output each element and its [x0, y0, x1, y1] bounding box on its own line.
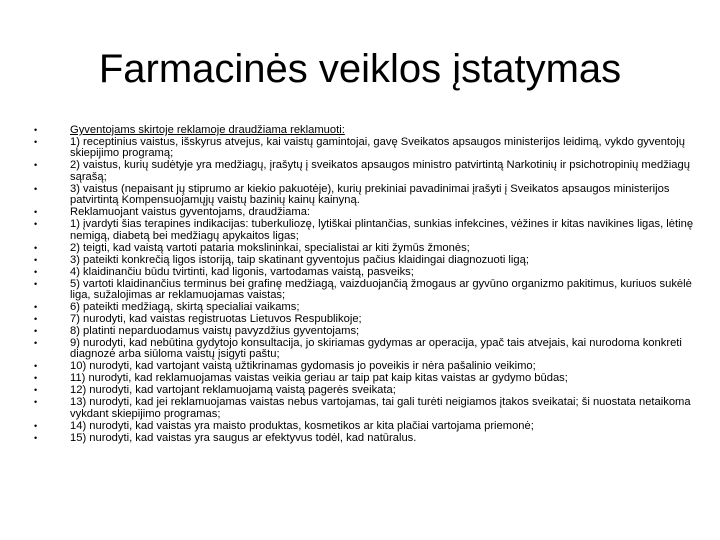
bullet-icon: • [34, 385, 38, 396]
bullet-icon: • [34, 326, 38, 337]
list-item-text: 8) platinti neparduodamus vaistų pavyzdžius gyventojams; [70, 325, 360, 338]
list-item-text: 6) pateikti medžiagą, skirtą specialiai vaikams; [70, 301, 300, 314]
list-item-text: 9) nurodyti, kad nebūtina gydytojo konsultacija, jo skiriamas gydymas ar operacija, ypač tais atvejais, kai nurodoma konkreti diagnozė arba siūloma vaistų įsigyti paštu; [70, 337, 682, 361]
list-item [34, 361, 694, 372]
list-item-text: 4) klaidinančiu būdu tvirtinti, kad ligonis, vartodamas vaistą, pasveiks; [70, 265, 414, 278]
bullet-icon: • [34, 397, 38, 408]
bullet-icon: • [34, 314, 38, 325]
list-item [34, 267, 694, 278]
bullet-icon: • [34, 207, 38, 218]
list-item-text: 2) vaistus, kurių sudėtyje yra medžiagų, įrašytų į sveikatos apsaugos ministro patvirtintą Narkotinių ir psichotropinių medžiagų sąrašą; [70, 159, 690, 183]
list-item [34, 219, 694, 242]
list-item-text: Reklamuojant vaistus gyventojams, draudžiama: [70, 206, 311, 219]
list-item-text: 5) vartoti klaidinančius terminus bei grafinę medžiagą, vaizduojančią žmogaus ar gyvūno organizmo pakitimus, kuriuos sukėlė liga, sužalojimas ar reklamuojamas vaistas; [70, 277, 692, 302]
list-item [34, 421, 694, 432]
list-item [34, 125, 694, 136]
list-item [34, 207, 694, 218]
list-item [34, 137, 694, 160]
list-item-text: 3) pateikti konkrečią ligos istoriją, taip skatinant gyventojus pačius klaidingai diagnozuoti ligą; [70, 253, 529, 266]
bullet-icon: • [34, 125, 38, 135]
list-item-text: 10) nurodyti, kad vartojant vaistą užtikrinamas gydomasis jo poveikis ir nėra pašalinio veikimo; [70, 360, 536, 373]
list-item [34, 433, 694, 444]
slide-title: Farmacinės veiklos įstatymas [98, 47, 622, 91]
list-item-text: 13) nurodyti, kad jei reklamuojamas vaistas nebus vartojamas, tai gali turėti neigiamos įtakos sveikatai; ši nuostata netaikoma vykdant skiepijimo programas; [70, 396, 691, 420]
list-item [34, 385, 694, 396]
bullet-icon: • [34, 183, 38, 194]
bullet-icon: • [34, 242, 38, 253]
bullet-icon: • [34, 373, 38, 384]
bullet-icon: • [34, 137, 38, 147]
list-item-text: 3) vaistus (nepaisant jų stiprumo ar kiekio pakuotėje), kurių prekiniai pavadinimai įrašyti į Sveikatos apsaugos ministerijos patvirtintą Kompensuojamųjų vaistų bazinių kainų kainyną. [70, 182, 670, 207]
list-item-text: 11) nurodyti, kad reklamuojamas vaistas veikia geriau ar taip pat kaip kitas vaistas ar gydymo būdas; [70, 372, 568, 385]
bullet-icon: • [34, 338, 38, 349]
list-item-text: 1) receptinius vaistus, išskyrus atvejus, kai vaistų gamintojai, gavę Sveikatos apsaugos ministerijos leidimą, vykdo gyventojų skiepijimo programą; [70, 136, 685, 160]
bullet-icon: • [34, 278, 38, 289]
bullet-icon: • [34, 302, 38, 313]
section-heading: Gyventojams skirtoje reklamoje draudžiama reklamuoti: [70, 124, 345, 136]
list-item [34, 338, 694, 361]
list-item-text: 15) nurodyti, kad vaistas yra saugus ar efektyvus todėl, kad natūralus. [70, 431, 417, 444]
list-item [34, 160, 694, 183]
bullet-icon: • [34, 254, 38, 265]
bullet-icon: • [34, 266, 38, 277]
list-item [34, 243, 694, 254]
list-item [34, 314, 694, 325]
bullet-icon: • [34, 219, 38, 230]
bullet-icon: • [34, 432, 38, 443]
list-item [34, 279, 694, 302]
list-item [34, 326, 694, 337]
list-item-text: 7) nurodyti, kad vaistas registruotas Lietuvos Respublikoje; [70, 313, 362, 326]
list-item-text: 2) teigti, kad vaistą vartoti pataria mokslininkai, specialistai ar kiti žymūs žmonės; [70, 241, 470, 254]
list-item [34, 184, 694, 207]
bullet-icon: • [34, 420, 38, 431]
list-item-text: 14) nurodyti, kad vaistas yra maisto produktas, kosmetikos ar kita plačiai vartojama priemonė; [70, 419, 534, 432]
bullet-list [34, 125, 694, 445]
list-item [34, 373, 694, 384]
list-item [34, 255, 694, 266]
bullet-icon: • [34, 160, 38, 171]
list-item [34, 302, 694, 313]
list-item [34, 397, 694, 420]
list-item-text: 1) įvardyti šias terapines indikacijas: tuberkuliozę, lytiškai plintančias, sunkias infekcines, vėžines ir kitas navikines ligas, lėtinę nemigą, diabetą bei medžiagų apykaitos ligas; [70, 218, 694, 242]
list-item-text: 12) nurodyti, kad vartojant reklamuojamą vaistą pagerės sveikata; [70, 384, 396, 397]
bullet-icon: • [34, 361, 38, 372]
